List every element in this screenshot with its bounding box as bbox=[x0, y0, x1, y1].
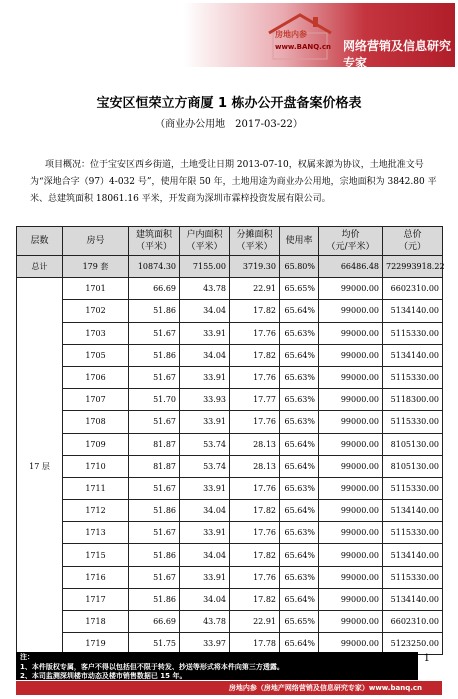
gross-area-cell: 51.86 bbox=[129, 544, 180, 566]
room-cell: 1718 bbox=[63, 611, 129, 633]
gross-area-cell: 66.69 bbox=[129, 278, 180, 300]
table-row bbox=[17, 300, 443, 322]
usage-rate-cell: 65.65% bbox=[280, 278, 319, 300]
total-price-cell: 5115330.00 bbox=[383, 477, 443, 499]
avg-price-cell: 99000.00 bbox=[319, 611, 383, 633]
avg-price-cell: 99000.00 bbox=[319, 300, 383, 322]
price-table bbox=[16, 226, 443, 655]
table-row bbox=[17, 544, 443, 566]
total-price-cell: 5134140.00 bbox=[383, 500, 443, 522]
inner-area-cell: 33.97 bbox=[180, 633, 230, 655]
inner-area-cell: 34.04 bbox=[180, 588, 230, 610]
shared-area-cell: 17.76 bbox=[230, 322, 280, 344]
usage-rate-cell: 65.64% bbox=[280, 455, 319, 477]
inner-area-cell: 33.93 bbox=[180, 389, 230, 411]
gross-area-cell: 81.87 bbox=[129, 455, 180, 477]
shared-area-cell: 28.13 bbox=[230, 455, 280, 477]
table-row bbox=[17, 455, 443, 477]
total-gross-area: 10874.30 bbox=[129, 256, 180, 278]
total-price-cell: 5134140.00 bbox=[383, 344, 443, 366]
total-shared-area: 3719.30 bbox=[230, 256, 280, 278]
header-inner-area: 户内面积 （平米） bbox=[180, 227, 230, 256]
total-row bbox=[17, 256, 443, 278]
gross-area-cell: 51.86 bbox=[129, 500, 180, 522]
avg-price-cell: 99000.00 bbox=[319, 278, 383, 300]
gross-area-cell: 51.67 bbox=[129, 322, 180, 344]
total-units: 179 套 bbox=[63, 256, 129, 278]
total-total-price: 722993918.22 bbox=[383, 256, 443, 278]
table-row bbox=[17, 588, 443, 610]
usage-rate-cell: 65.63% bbox=[280, 389, 319, 411]
total-avg-price: 66486.48 bbox=[319, 256, 383, 278]
room-cell: 1706 bbox=[63, 366, 129, 388]
gross-area-cell: 51.86 bbox=[129, 588, 180, 610]
total-label: 总计 bbox=[17, 256, 63, 278]
room-cell: 1703 bbox=[63, 322, 129, 344]
notes-box bbox=[16, 652, 418, 680]
shared-area-cell: 28.13 bbox=[230, 433, 280, 455]
table-row bbox=[17, 477, 443, 499]
usage-rate-cell: 65.64% bbox=[280, 300, 319, 322]
shared-area-cell: 22.91 bbox=[230, 611, 280, 633]
header-banner bbox=[3, 3, 455, 70]
total-price-cell: 5134140.00 bbox=[383, 544, 443, 566]
inner-area-cell: 34.04 bbox=[180, 344, 230, 366]
table-row bbox=[17, 366, 443, 388]
usage-rate-cell: 65.63% bbox=[280, 477, 319, 499]
shared-area-cell: 17.76 bbox=[230, 411, 280, 433]
usage-rate-cell: 65.64% bbox=[280, 588, 319, 610]
total-price-cell: 5115330.00 bbox=[383, 522, 443, 544]
table-row bbox=[17, 322, 443, 344]
shared-area-cell: 22.91 bbox=[230, 278, 280, 300]
shared-area-cell: 17.76 bbox=[230, 566, 280, 588]
logo-text: 房地内参 bbox=[275, 30, 307, 39]
inner-area-cell: 34.04 bbox=[180, 300, 230, 322]
inner-area-cell: 33.91 bbox=[180, 322, 230, 344]
total-price-cell: 5123250.00 bbox=[383, 633, 443, 655]
table-row bbox=[17, 411, 443, 433]
total-usage-rate: 65.80% bbox=[280, 256, 319, 278]
note-item: 1、本件版权专属，客户不得以包括但不限于转发、抄送等形式将本件向第三方透露。 bbox=[20, 662, 284, 671]
gross-area-cell: 51.67 bbox=[129, 522, 180, 544]
total-price-cell: 5115330.00 bbox=[383, 322, 443, 344]
avg-price-cell: 99000.00 bbox=[319, 389, 383, 411]
table-row bbox=[17, 344, 443, 366]
room-cell: 1710 bbox=[63, 455, 129, 477]
shared-area-cell: 17.82 bbox=[230, 300, 280, 322]
inner-area-cell: 43.78 bbox=[180, 278, 230, 300]
total-price-cell: 5115330.00 bbox=[383, 566, 443, 588]
usage-rate-cell: 65.63% bbox=[280, 411, 319, 433]
shared-area-cell: 17.82 bbox=[230, 588, 280, 610]
project-overview: 项目概况：位于宝安区西乡街道，土地受让日期 2013-07-10，权属来源为协议，土地批准文号为“深地合字（97）4-032 号”，使用年限 50 年，土地用途为商业办公用地，宗地面积为 3842.80 平米、总建筑面积 18061.16 平米，开发商为深圳市霖梓投资发展有限公司。 bbox=[30, 160, 437, 204]
gross-area-cell: 81.87 bbox=[129, 433, 180, 455]
shared-area-cell: 17.76 bbox=[230, 477, 280, 499]
total-price-cell: 5115330.00 bbox=[383, 411, 443, 433]
total-price-cell: 5134140.00 bbox=[383, 300, 443, 322]
shared-area-cell: 17.78 bbox=[230, 633, 280, 655]
gross-area-cell: 51.67 bbox=[129, 411, 180, 433]
shared-area-cell: 17.77 bbox=[230, 389, 280, 411]
usage-rate-cell: 65.64% bbox=[280, 544, 319, 566]
gross-area-cell: 51.67 bbox=[129, 366, 180, 388]
inner-area-cell: 33.91 bbox=[180, 411, 230, 433]
room-cell: 1708 bbox=[63, 411, 129, 433]
header-floor: 层数 bbox=[17, 227, 63, 256]
usage-rate-cell: 65.64% bbox=[280, 633, 319, 655]
avg-price-cell: 99000.00 bbox=[319, 500, 383, 522]
avg-price-cell: 99000.00 bbox=[319, 544, 383, 566]
avg-price-cell: 99000.00 bbox=[319, 322, 383, 344]
shared-area-cell: 17.76 bbox=[230, 522, 280, 544]
usage-rate-cell: 65.63% bbox=[280, 322, 319, 344]
usage-rate-cell: 65.64% bbox=[280, 344, 319, 366]
usage-rate-cell: 65.63% bbox=[280, 566, 319, 588]
gross-area-cell: 66.69 bbox=[129, 611, 180, 633]
shared-area-cell: 17.82 bbox=[230, 544, 280, 566]
inner-area-cell: 33.91 bbox=[180, 366, 230, 388]
gross-area-cell: 51.86 bbox=[129, 344, 180, 366]
table-row bbox=[17, 522, 443, 544]
table-row bbox=[17, 611, 443, 633]
inner-area-cell: 33.91 bbox=[180, 522, 230, 544]
total-price-cell: 5134140.00 bbox=[383, 588, 443, 610]
notes-heading: 注： bbox=[20, 653, 34, 661]
avg-price-cell: 99000.00 bbox=[319, 366, 383, 388]
total-price-cell: 5115330.00 bbox=[383, 366, 443, 388]
room-cell: 1712 bbox=[63, 500, 129, 522]
room-cell: 1713 bbox=[63, 522, 129, 544]
total-inner-area: 7155.00 bbox=[180, 256, 230, 278]
room-cell: 1719 bbox=[63, 633, 129, 655]
table-row bbox=[17, 500, 443, 522]
footer-bar: 房地内参（房地产网络营销及信息研究专家）www.banq.cn bbox=[16, 681, 442, 695]
room-cell: 1716 bbox=[63, 566, 129, 588]
avg-price-cell: 99000.00 bbox=[319, 433, 383, 455]
header-gross-area: 建筑面积 （平米） bbox=[129, 227, 180, 256]
inner-area-cell: 34.04 bbox=[180, 544, 230, 566]
room-cell: 1709 bbox=[63, 433, 129, 455]
header-usage-rate: 使用率 bbox=[280, 227, 319, 256]
header-total-price: 总价 （元） bbox=[383, 227, 443, 256]
total-price-cell: 6602310.00 bbox=[383, 278, 443, 300]
logo-url: www.BANQ.cn bbox=[275, 43, 331, 51]
avg-price-cell: 99000.00 bbox=[319, 455, 383, 477]
usage-rate-cell: 65.65% bbox=[280, 611, 319, 633]
shared-area-cell: 17.76 bbox=[230, 366, 280, 388]
gross-area-cell: 51.67 bbox=[129, 477, 180, 499]
avg-price-cell: 99000.00 bbox=[319, 588, 383, 610]
page-title: 宝安区恒荣立方商厦 1 栋办公开盘备案价格表 bbox=[96, 96, 362, 111]
total-price-cell: 8105130.00 bbox=[383, 433, 443, 455]
inner-area-cell: 43.78 bbox=[180, 611, 230, 633]
table-header-row bbox=[17, 227, 443, 256]
total-price-cell: 5118300.00 bbox=[383, 389, 443, 411]
usage-rate-cell: 65.64% bbox=[280, 500, 319, 522]
usage-rate-cell: 65.63% bbox=[280, 366, 319, 388]
table-row bbox=[17, 278, 443, 300]
inner-area-cell: 53.74 bbox=[180, 455, 230, 477]
header-room: 房号 bbox=[63, 227, 129, 256]
total-price-cell: 8105130.00 bbox=[383, 455, 443, 477]
avg-price-cell: 99000.00 bbox=[319, 633, 383, 655]
avg-price-cell: 99000.00 bbox=[319, 566, 383, 588]
room-cell: 1702 bbox=[63, 300, 129, 322]
usage-rate-cell: 65.63% bbox=[280, 522, 319, 544]
avg-price-cell: 99000.00 bbox=[319, 522, 383, 544]
gross-area-cell: 51.70 bbox=[129, 389, 180, 411]
room-cell: 1705 bbox=[63, 344, 129, 366]
gross-area-cell: 51.75 bbox=[129, 633, 180, 655]
avg-price-cell: 99000.00 bbox=[319, 344, 383, 366]
avg-price-cell: 99000.00 bbox=[319, 411, 383, 433]
total-price-cell: 6602310.00 bbox=[383, 611, 443, 633]
table-row bbox=[17, 433, 443, 455]
table-row bbox=[17, 389, 443, 411]
page-number: 1 bbox=[423, 653, 430, 664]
avg-price-cell: 99000.00 bbox=[319, 477, 383, 499]
gross-area-cell: 51.67 bbox=[129, 566, 180, 588]
usage-rate-cell: 65.64% bbox=[280, 433, 319, 455]
room-cell: 1711 bbox=[63, 477, 129, 499]
header-tagline: 网络营销及信息研究专家 bbox=[343, 39, 452, 70]
inner-area-cell: 53.74 bbox=[180, 433, 230, 455]
inner-area-cell: 33.91 bbox=[180, 566, 230, 588]
inner-area-cell: 34.04 bbox=[180, 500, 230, 522]
room-cell: 1717 bbox=[63, 588, 129, 610]
shared-area-cell: 17.82 bbox=[230, 500, 280, 522]
floor-cell: 17 层 bbox=[17, 278, 63, 655]
room-cell: 1707 bbox=[63, 389, 129, 411]
header-shared-area: 分摊面积 （平米） bbox=[230, 227, 280, 256]
gross-area-cell: 51.86 bbox=[129, 300, 180, 322]
header-avg-price: 均价 （元/平米） bbox=[319, 227, 383, 256]
note-item: 2、本司监测深圳楼市动态及楼市销售数据已 15 年。 bbox=[20, 672, 187, 680]
inner-area-cell: 33.91 bbox=[180, 477, 230, 499]
table-row bbox=[17, 566, 443, 588]
page-subtitle: （商业办公用地 2017-03-22） bbox=[155, 119, 303, 130]
shared-area-cell: 17.82 bbox=[230, 344, 280, 366]
room-cell: 1701 bbox=[63, 278, 129, 300]
room-cell: 1715 bbox=[63, 544, 129, 566]
